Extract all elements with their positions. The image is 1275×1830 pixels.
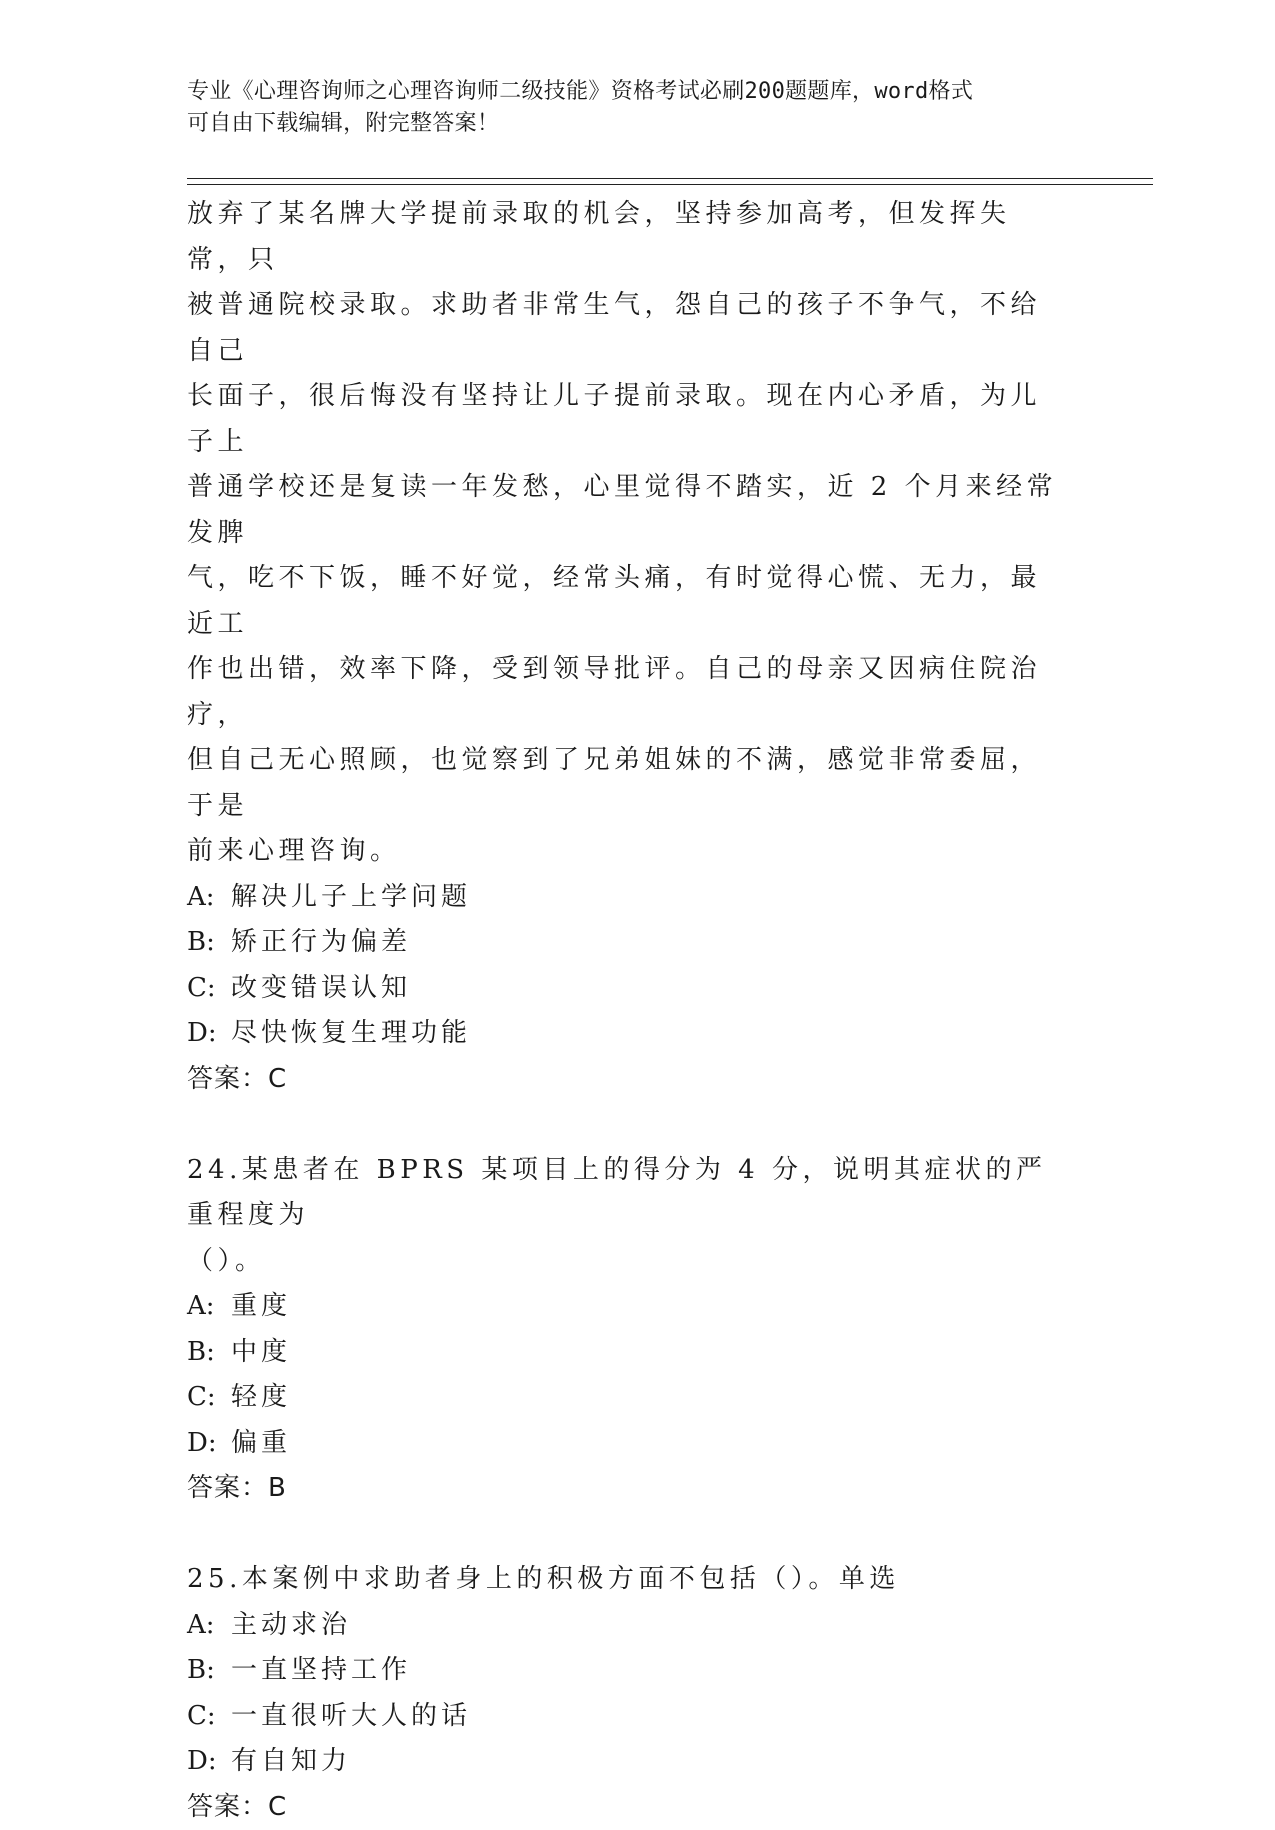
option-text: 中度: [231, 1337, 291, 1367]
document-header: [187, 76, 1067, 140]
question-25: [187, 1557, 1067, 1830]
option-letter: C:: [187, 1375, 231, 1421]
answer-line: 答案：B: [187, 1466, 1067, 1512]
option-b: [187, 920, 1067, 966]
question-24: [187, 1148, 1067, 1512]
option-text: 解决儿子上学问题: [231, 882, 471, 912]
option-letter: C:: [187, 966, 231, 1012]
option-letter: A:: [187, 1284, 231, 1330]
document-body: [187, 192, 1067, 1830]
question-stem-line: 普通学校还是复读一年发愁，心里觉得不踏实，近 2 个月来经常发脾: [187, 465, 1067, 556]
option-letter: C:: [187, 1694, 231, 1740]
option-a: [187, 875, 1067, 921]
option-text: 矫正行为偏差: [231, 927, 411, 957]
question-stem-line: 但自己无心照顾，也觉察到了兄弟姐妹的不满，感觉非常委屈，于是: [187, 738, 1067, 829]
spacer: [187, 1102, 1067, 1148]
option-letter: D:: [187, 1421, 231, 1467]
option-d: [187, 1421, 1067, 1467]
header-double-rule: [187, 178, 1153, 185]
option-b: [187, 1330, 1067, 1376]
option-letter: A:: [187, 1603, 231, 1649]
option-letter: B:: [187, 1330, 231, 1376]
header-title-line-2: 可自由下载编辑，附完整答案！: [187, 108, 1067, 140]
question-stem-line: （）。: [187, 1239, 1067, 1285]
option-d: [187, 1011, 1067, 1057]
question-stem-line: 放弃了某名牌大学提前录取的机会，坚持参加高考，但发挥失常，只: [187, 192, 1067, 283]
answer-line: 答案：C: [187, 1057, 1067, 1103]
option-text: 有自知力: [231, 1746, 351, 1776]
option-text: 改变错误认知: [231, 973, 411, 1003]
option-letter: B:: [187, 1648, 231, 1694]
option-text: 偏重: [231, 1428, 291, 1458]
option-b: [187, 1648, 1067, 1694]
spacer: [187, 1512, 1067, 1558]
option-c: [187, 1375, 1067, 1421]
option-c: [187, 966, 1067, 1012]
option-text: 尽快恢复生理功能: [231, 1018, 471, 1048]
option-d: [187, 1739, 1067, 1785]
answer-line: 答案：C: [187, 1785, 1067, 1830]
header-title-line-1: 专业《心理咨询师之心理咨询师二级技能》资格考试必刷200题题库，word格式: [187, 76, 1067, 108]
question-stem-line: 长面子，很后悔没有坚持让儿子提前录取。现在内心矛盾，为儿子上: [187, 374, 1067, 465]
option-letter: A:: [187, 875, 231, 921]
option-text: 重度: [231, 1291, 291, 1321]
option-c: [187, 1694, 1067, 1740]
question-stem-line: 被普通院校录取。求助者非常生气，怨自己的孩子不争气，不给自己: [187, 283, 1067, 374]
option-text: 轻度: [231, 1382, 291, 1412]
option-text: 一直很听大人的话: [231, 1701, 471, 1731]
option-text: 一直坚持工作: [231, 1655, 411, 1685]
option-letter: B:: [187, 920, 231, 966]
question-stem-line: 前来心理咨询。: [187, 829, 1067, 875]
option-a: [187, 1284, 1067, 1330]
question-stem-line: 25.本案例中求助者身上的积极方面不包括（）。单选: [187, 1557, 1067, 1603]
question-continuation: [187, 192, 1067, 1102]
question-stem-line: 24.某患者在 BPRS 某项目上的得分为 4 分，说明其症状的严重程度为: [187, 1148, 1067, 1239]
option-letter: D:: [187, 1739, 231, 1785]
option-a: [187, 1603, 1067, 1649]
option-letter: D:: [187, 1011, 231, 1057]
question-stem-line: 作也出错，效率下降，受到领导批评。自己的母亲又因病住院治疗，: [187, 647, 1067, 738]
option-text: 主动求治: [231, 1610, 351, 1640]
question-stem-line: 气，吃不下饭，睡不好觉，经常头痛，有时觉得心慌、无力，最近工: [187, 556, 1067, 647]
